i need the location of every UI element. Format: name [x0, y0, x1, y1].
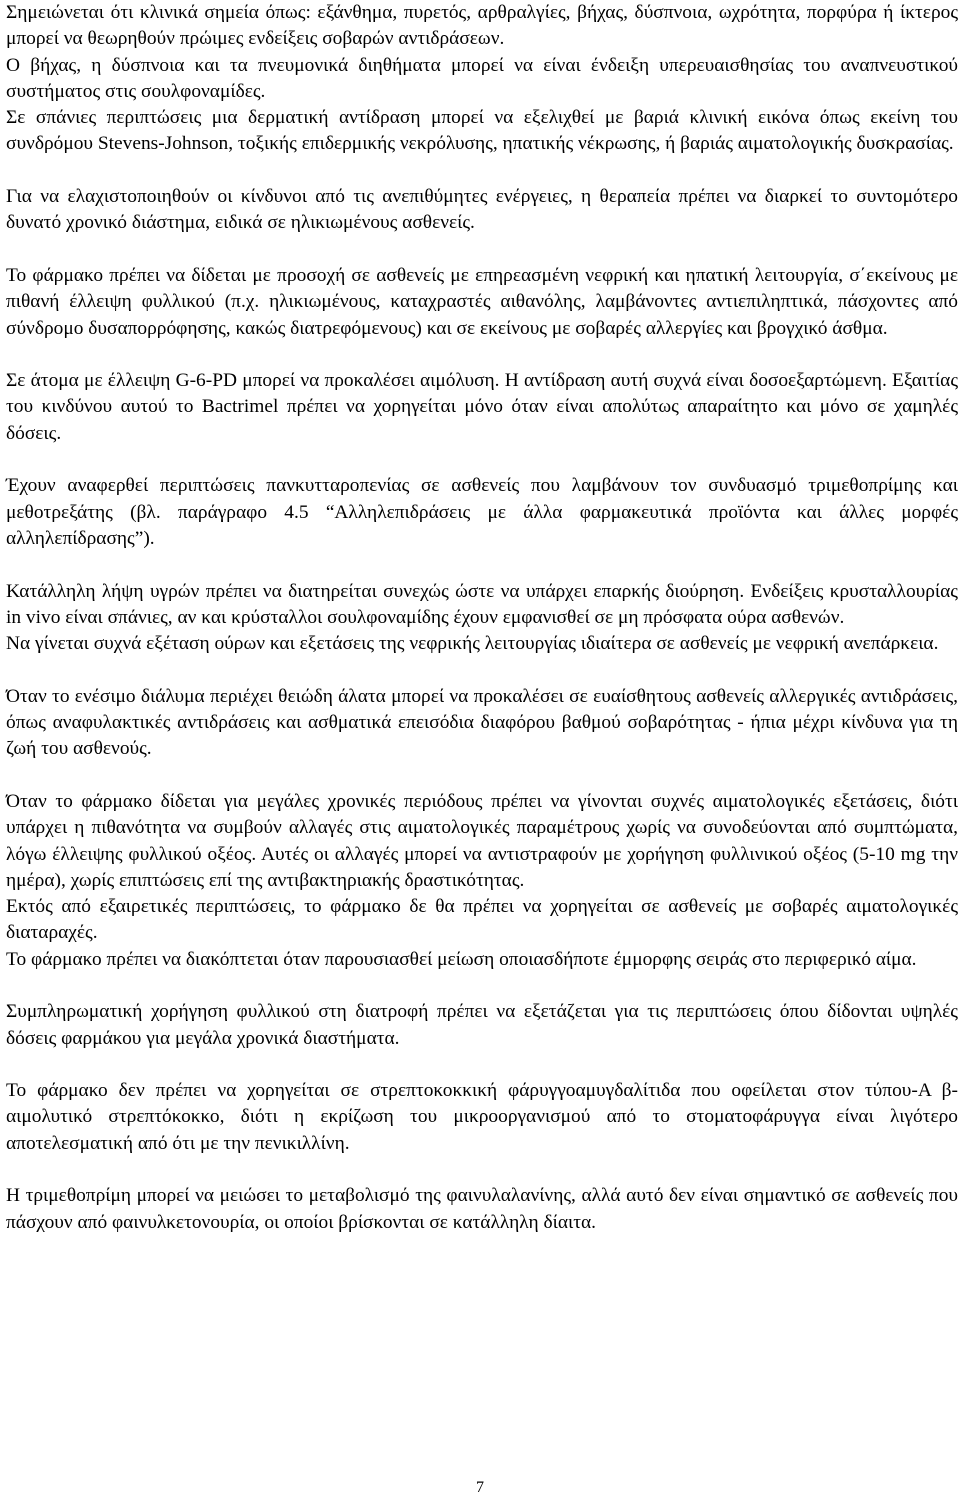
paragraph-long-term-blood-tests: Όταν το φάρμακο δίδεται για μεγάλες χρονικές περιόδους πρέπει να γίνονται συχνές αιματολογικές εξετάσεις, διότι υπάρχει η πιθανότητα να συμβούν αλλαγές στις αιματολογικές παραμέτρους χωρίς να συνοδεύονται από συμπτώματα, λόγω έλλειψης φυλλικού οξέος. Αυτές οι αλλαγές μπορεί να αντιστραφούν με χορήγηση φυλλινικού οξέος (5-10 mg την ημέρα), χωρίς επιπτώσεις επί της αντιβακτηριακής δραστικότητας. Εκτός από εξαιρετικές περιπτώσεις, το φάρμακο δε θα πρέπει να χορηγείται σε ασθενείς με σοβαρές αιματολογικές διαταραχές. Το φάρμακο πρέπει να διακόπτεται όταν παρουσιασθεί μείωση οποιασδήποτε έμμορφης σειράς στο περιφερικό αίμα.	[6, 790, 958, 970]
paragraph-hypersensitivity-signs: Σημειώνεται ότι κλινικά σημεία όπως: εξάνθημα, πυρετός, αρθραλγίες, βήχας, δύσπνοια, ωχρότητα, πορφύρα ή ίκτερος μπορεί να θεωρηθούν πρώιμες ενδείξεις σοβαρών αντιδράσεων. Ο βήχας, η δύσπνοια και τα πνευμονικά διηθήματα μπορεί να είναι ένδειξη υπερευαισθησίας του αναπνευστικού συστήματος στις σουλφοναμίδες. Σε σπάνιες περιπτώσεις μια δερματική αντίδραση μπορεί να εξελιχθεί με βαριά κλινική εικόνα όπως εκείνη του συνδρόμου Stevens-Johnson, τοξικής επιδερμικής νεκρόλυσης, ηπατικής νέκρωσης, ή βαριάς αιματολογικής δυσκρασίας.	[6, 2, 958, 155]
paragraph-treatment-duration: Για να ελαχιστοποιηθούν οι κίνδυνοι από τις ανεπιθύμητες ενέργειες, η θεραπεία πρέπει να διαρκεί το συντομότερο δυνατό χρονικό διάστημα, ειδικά σε ηλικιωμένους ασθενείς.	[6, 186, 958, 234]
paragraph-streptococcal-pharyngitis: Το φάρμακο δεν πρέπει να χορηγείται σε στρεπτοκοκκική φάρυγγοαμυγδαλίτιδα που οφείλεται στον τύπου-Α β-αιμολυτικό στρεπτόκοκκο, διότι η εκρίζωση του μικροοργανισμού από το στοματοφάρυγγα είναι λιγότερο αποτελεσματική από ότι με την πενικιλλίνη.	[6, 1080, 958, 1154]
paragraph-pancytopenia: Έχουν αναφερθεί περιπτώσεις πανκυτταροπενίας σε ασθενείς που λαμβάνουν τον συνδυασμό τριμεθοπρίμης και μεθοτρεξάτης (βλ. παράγραφο 4.5 “Αλληλεπιδράσεις με άλλα φαρμακευτικά προϊόντα και άλλες μορφές αλληλεπίδρασης”).	[6, 475, 958, 549]
paragraph-phenylalanine: Η τριμεθοπρίμη μπορεί να μειώσει το μεταβολισμό της φαινυλαλανίνης, αλλά αυτό δεν είναι σημαντικό σε ασθενείς που πάσχουν από φαινυλκετονουρία, οι οποίοι βρίσκονται σε κατάλληλη δίαιτα.	[6, 1185, 958, 1233]
paragraph-fluid-intake: Κατάλληλη λήψη υγρών πρέπει να διατηρείται συνεχώς ώστε να υπάρχει επαρκής διούρηση. Ενδείξεις κρυσταλλουρίας in vivo είναι σπάνιες, αν και κρύσταλλοι σουλφοναμίδης έχουν εμφανισθεί σε μη πρόσφατα ούρα ασθενών. Να γίνεται συχνά εξέταση ούρων και εξετάσεις της νεφρικής λειτουργίας ιδιαίτερα σε ασθενείς με νεφρική ανεπάρκεια.	[6, 580, 958, 655]
paragraph-g6pd-deficiency: Σε άτομα με έλλειψη G-6-PD μπορεί να προκαλέσει αιμόλυση. Η αντίδραση αυτή συχνά είναι δοσοεξαρτώμενη. Εξαιτίας του κινδύνου αυτού το Bactrimel πρέπει να χορηγείται μόνο όταν είναι απολύτως απαραίτητο και μόνο σε χαμηλές δόσεις.	[6, 370, 958, 444]
page-number: 7	[476, 1479, 484, 1496]
document-page	[6, 0, 958, 1236]
paragraph-sulfites: Όταν το ενέσιμο διάλυμα περιέχει θειώδη άλατα μπορεί να προκαλέσει σε ευαίσθητους ασθενείς αλλεργικές αντιδράσεις, όπως αναφυλακτικές αντιδράσεις και ασθματικά επεισόδια διαφόρου βαθμού σοβαρότητας - ήπια μέχρι κίνδυνα για τη ζωή του ασθενούς.	[6, 685, 958, 760]
paragraph-folate-supplement: Συμπληρωματική χορήγηση φυλλικού στη διατροφή πρέπει να εξετάζεται για τις περιπτώσεις όπου δίδονται υψηλές δόσεις φαρμάκου για μεγάλα χρονικά διαστήματα.	[6, 1001, 958, 1049]
paragraph-renal-hepatic-caution: Το φάρμακο πρέπει να δίδεται με προσοχή σε ασθενείς με επηρεασμένη νεφρική και ηπατική λειτουργία, σ΄εκείνους με πιθανή έλλειψη φυλλικού (π.χ. ηλικιωμένους, καταχραστές αιθανόλης, λαμβάνοντες αντιεπιληπτικά, πάσχοντες από σύνδρομο δυσαπορρόφησης, κακώς διατρεφόμενους) και σε εκείνους με σοβαρές αλλεργίες και βρογχικό άσθμα.	[6, 264, 958, 339]
